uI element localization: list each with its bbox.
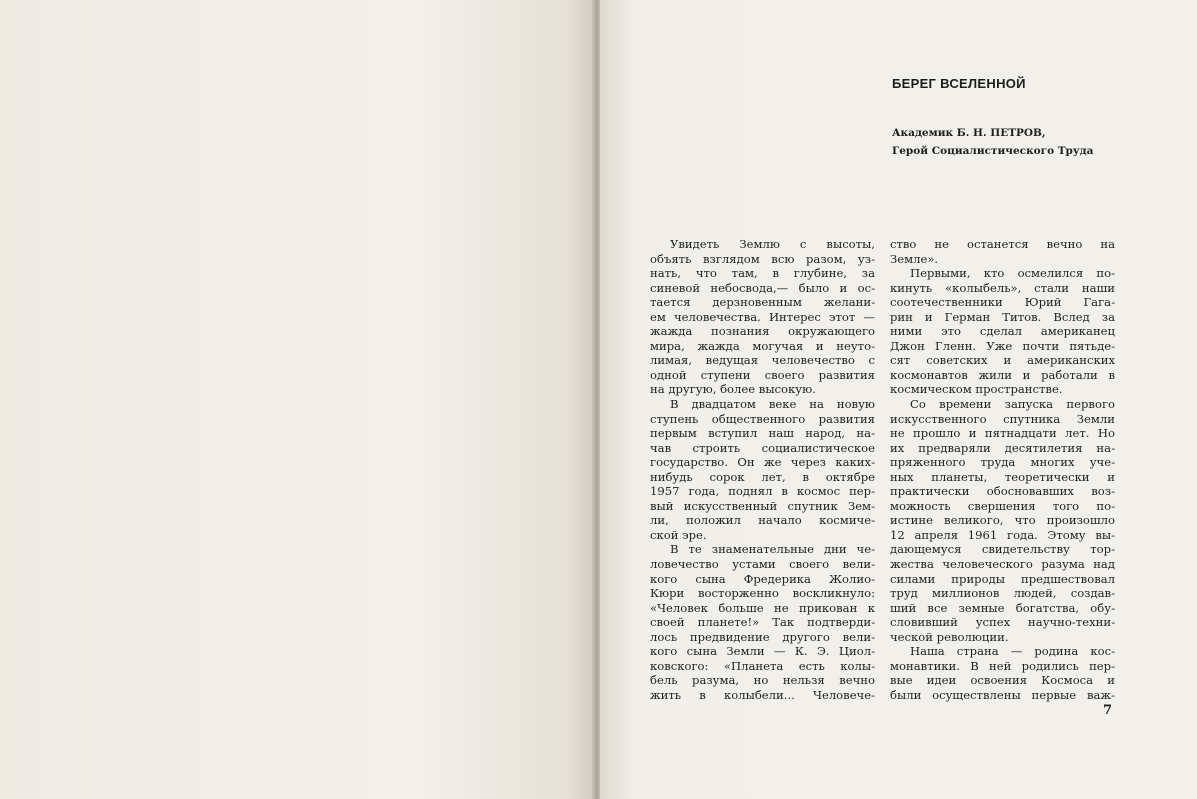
text-line: бель разума, но нельзя вечно (650, 673, 875, 688)
text-line: нибудь сорок лет, в октябре (650, 469, 875, 484)
text-line: Джон Гленн. Уже почти пятьде- (890, 338, 1115, 353)
text-line: тается дерзновенным желани- (650, 295, 875, 310)
author-name: Академик Б. Н. ПЕТРОВ, (892, 127, 1046, 139)
text-line: «Человек больше не прикован к (650, 600, 875, 615)
author-title: Герой Социалистического Труда (892, 145, 1094, 157)
article-title: БЕРЕГ ВСЕЛЕННОЙ (892, 76, 1026, 91)
text-line: кинуть «колыбель», стали наши (890, 280, 1115, 295)
text-line: ший все земные богатства, обу- (890, 600, 1115, 615)
text-line: ем человечества. Интерес этот — (650, 309, 875, 324)
text-line: жить в колыбели... Человече- (650, 687, 875, 702)
text-line: труд миллионов людей, создав- (890, 586, 1115, 601)
text-line: практически обосновавших воз- (890, 484, 1115, 499)
text-column-1 (650, 237, 875, 703)
text-line: Со времени запуска первого (910, 397, 1115, 412)
text-line: дающемуся свидетельству тор- (890, 542, 1115, 557)
text-line: мира, жажда могучая и неуто- (650, 338, 875, 353)
text-line: 1957 года, поднял в космос пер- (650, 484, 875, 499)
text-line: пряженного труда многих уче- (890, 455, 1115, 470)
text-line: на другую, более высокую. (650, 382, 816, 397)
text-line: силами природы предшествовал (890, 571, 1115, 586)
text-line: ковского: «Планета есть колы- (650, 658, 875, 673)
text-line: истине великого, что произошло (890, 513, 1115, 528)
text-line: ступень общественного развития (650, 411, 875, 426)
text-line: кого сына Земли — К. Э. Циол- (650, 644, 875, 659)
text-line: Увидеть Землю с высоты, (670, 237, 875, 251)
author-block (892, 124, 1093, 160)
text-line: словивший успех научно-техни- (890, 615, 1115, 630)
text-line: Кюри восторженно воскликнуло: (650, 586, 875, 601)
text-line: искусственного спутника Земли (890, 411, 1115, 426)
text-line: своей планете!» Так подтверди- (650, 615, 875, 630)
text-line: ных планеты, теоретически и (890, 469, 1115, 484)
text-column-2 (890, 237, 1115, 703)
text-line: нать, что там, в глубине, за (650, 266, 875, 281)
text-line: лось предвидение другого вели- (650, 629, 875, 644)
text-line: ческой революции. (890, 629, 1009, 644)
text-line: 12 апреля 1961 года. Этому вы- (890, 527, 1115, 542)
text-line: соотечественники Юрий Гага- (890, 295, 1115, 310)
text-line: ской эре. (650, 527, 707, 542)
text-line: можность свершения того по- (890, 498, 1115, 513)
left-page (0, 0, 596, 799)
text-line: вый искусственный спутник Зем- (650, 498, 875, 513)
text-line: космонавтов жили и работали в (890, 367, 1115, 382)
text-line: В двадцатом веке на новую (670, 397, 875, 412)
text-line: не прошло и пятнадцати лет. Но (890, 426, 1115, 441)
text-line: сят советских и американских (890, 353, 1115, 368)
text-line: вые идеи освоения Космоса и (890, 673, 1115, 688)
text-line: Первыми, кто осмелился по- (910, 266, 1115, 281)
text-line: были осуществлены первые важ- (890, 687, 1115, 702)
text-line: ними это сделал американец (890, 324, 1115, 339)
text-line: ли, положил начало космиче- (650, 513, 875, 528)
text-line: космическом пространстве. (890, 382, 1063, 397)
text-line: жажда познания окружающего (650, 324, 875, 339)
text-line: В те знаменательные дни че- (670, 542, 875, 557)
text-line: объять взглядом всю разом, уз- (650, 251, 875, 266)
text-line: Наша страна — родина кос- (910, 644, 1115, 659)
text-line: их предваряли десятилетия на- (890, 440, 1115, 455)
text-line: синевой небосвода,— было и ос- (650, 280, 875, 295)
text-line: государство. Он же через каких- (650, 455, 875, 470)
text-line: жества человеческого разума над (890, 557, 1115, 572)
text-line: ство не останется вечно на (890, 237, 1115, 251)
text-line: рин и Герман Титов. Вслед за (890, 309, 1115, 324)
text-line: монавтики. В ней родились пер- (890, 658, 1115, 673)
text-line: ловечество устами своего вели- (650, 557, 875, 572)
text-line: одной ступени своего развития (650, 367, 875, 382)
text-line: лимая, ведущая человечество с (650, 353, 875, 368)
text-line: первым вступил наш народ, на- (650, 426, 875, 441)
text-line: Земле». (890, 251, 939, 266)
page-number: 7 (1103, 703, 1113, 718)
text-line: кого сына Фредерика Жолио- (650, 571, 875, 586)
text-line: чав строить социалистическое (650, 440, 875, 455)
